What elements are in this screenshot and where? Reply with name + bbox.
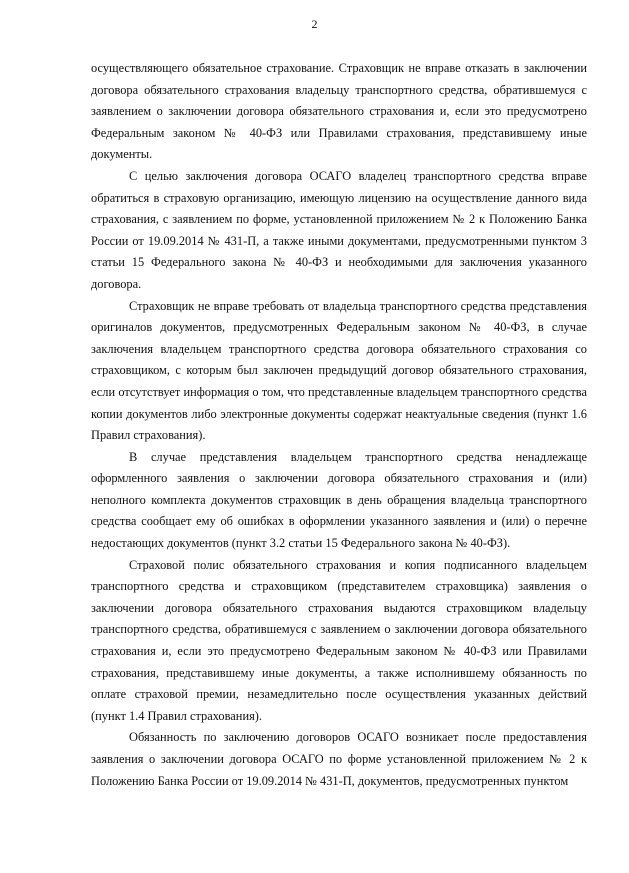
document-body [91, 58, 587, 792]
paragraph-obligation: Обязанность по заключению договоров ОСАГО возникает после предоставления заявления о заключении договора ОСАГО по форме установленной приложением № 2 к Положению Банка России от 19.09.2014 № 431-П, документов, предусмотренных пунктом [91, 730, 587, 788]
paragraph-original-documents: Страховщик не вправе требовать от владельца транспортного средства представления оригиналов документов, предусмотренных Федеральным законом № 40-ФЗ, в случае заключения владельцем транспортного средства договора обязательного страхования со страховщиком, с которым был заключен предыдущий договор обязательного страхования, если отсутствует информация о том, что представленные владельцем транспортного средства копии документов либо электронные документы содержат неактуальные сведения (пункт 1.6 Правил страхования). [91, 298, 587, 443]
paragraph-policy-issuance: Страховой полис обязательного страхования и копия подписанного владельцем транспортного средства и страховщиком (представителем страховщика) заявления о заключении договора обязательного страхования выдаются страховщиком владельцу транспортного средства, обратившемуся с заявлением о заключении договора обязательного страхования и, если это предусмотрено Федеральным законом № 40-ФЗ или Правилами страхования, представившему иные документы, а также исполнившему обязанность по оплате страховой премии, незамедлительно после осуществления указанных действий (пункт 1.4 Правил страхования). [91, 557, 587, 723]
paragraph-improper-application: В случае представления владельцем транспортного средства ненадлежаще оформленного заявления о заключении договора обязательного страхования и (или) неполного комплекта документов страховщик в день обращения владельца транспортного средства сообщает ему об ошибках в оформлении указанного заявления и (или) о перечне недостающих документов (пункт 3.2 статьи 15 Федерального закона № 40-ФЗ). [91, 449, 587, 551]
paragraph-osago-application: С целью заключения договора ОСАГО владелец транспортного средства вправе обратиться в страховую организацию, имеющую лицензию на осуществление данного вида страхования, с заявлением по форме, установленной приложением № 2 к Положению Банка России от 19.09.2014 № 431-П, а также иными документами, предусмотренными пунктом 3 статьи 15 Федерального закона № 40-ФЗ и необходимыми для заключения указанного договора. [91, 168, 587, 291]
page-number: 2 [311, 17, 318, 31]
paragraph-continuation: осуществляющего обязательное страхование. Страховщик не вправе отказать в заключении договора обязательного страхования владельцу транспортного средства, обратившемуся с заявлением о заключении договора обязательного страхования и, если это предусмотрено Федеральным законом № 40-ФЗ или Правилами страхования, представившему иные документы. [91, 61, 587, 162]
